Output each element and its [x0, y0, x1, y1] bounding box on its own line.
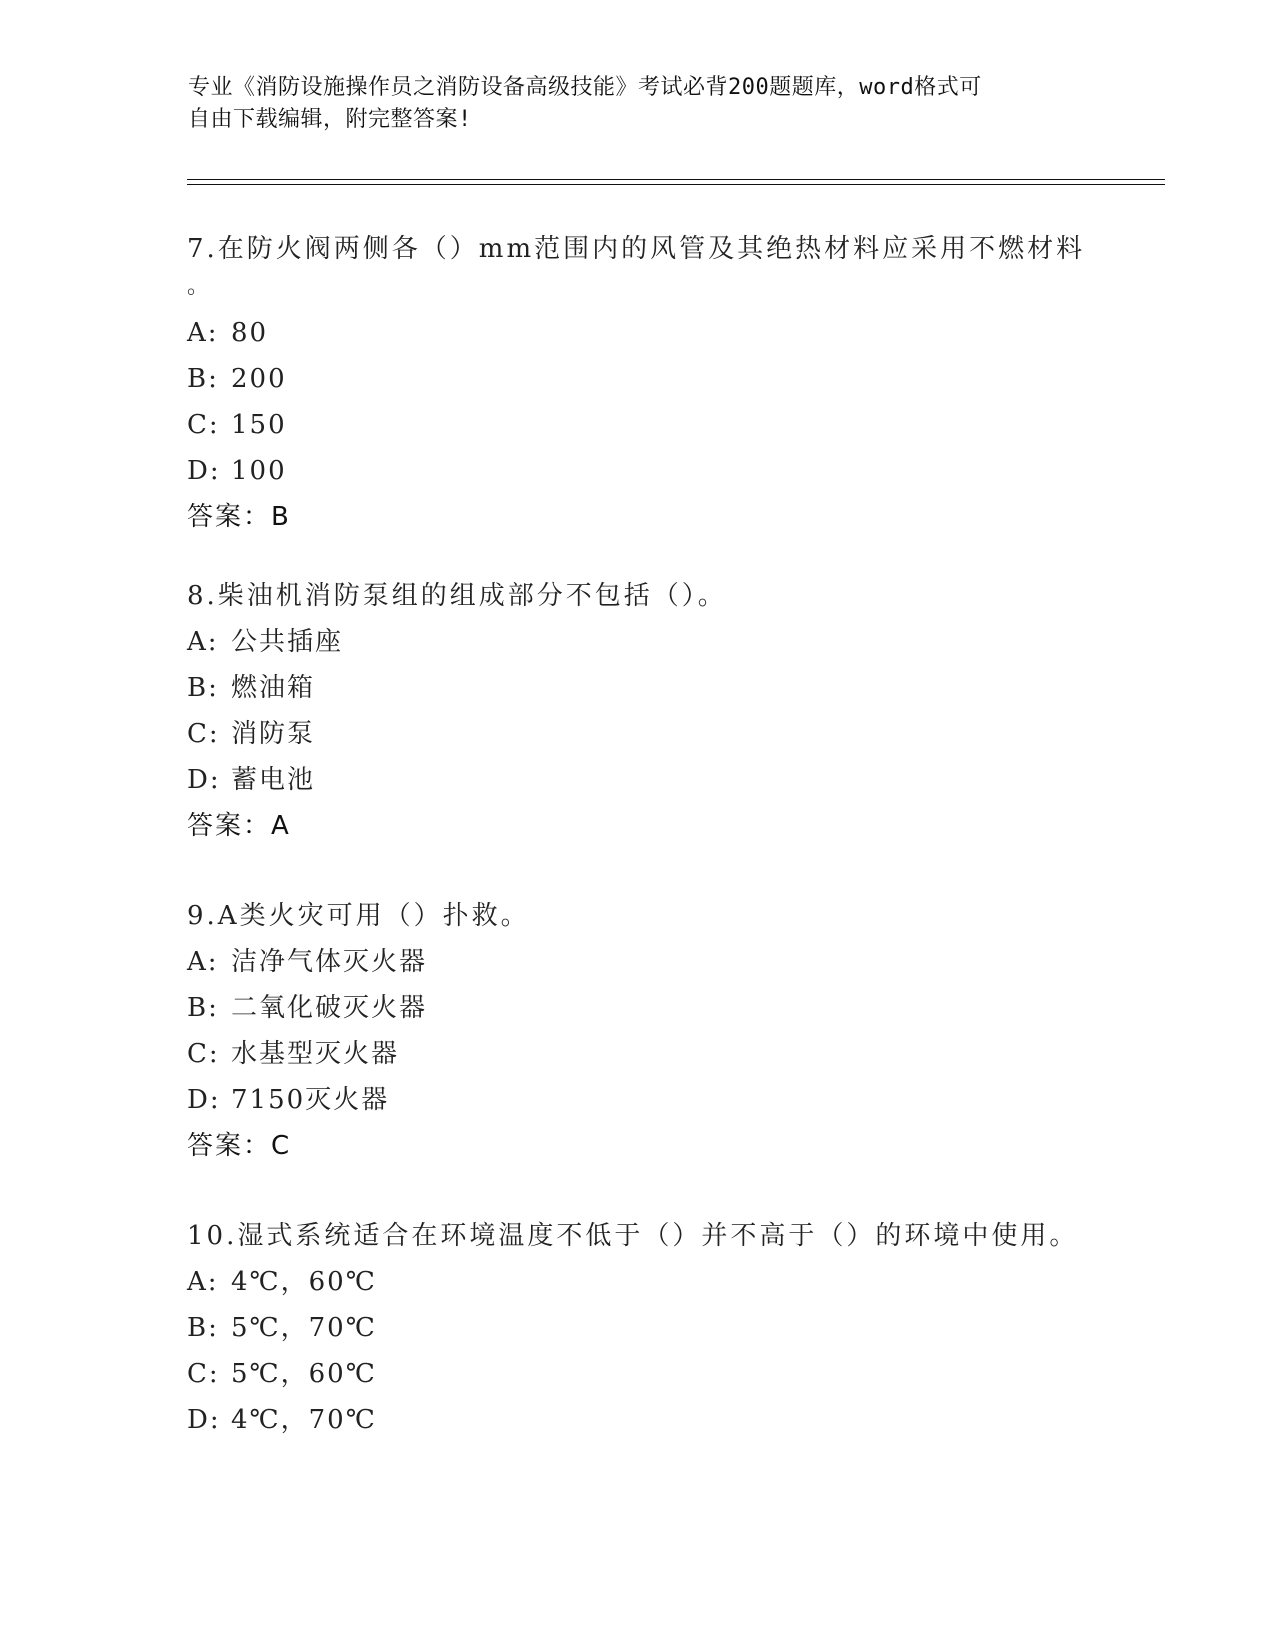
header-divider-top [187, 179, 1165, 180]
question-stem: 8.柴油机消防泵组的组成部分不包括（）。 [187, 581, 727, 611]
option-c [187, 1031, 1087, 1077]
question-7 [187, 226, 1087, 540]
option-b [187, 665, 1087, 711]
option-text: 公共插座 [231, 627, 344, 657]
option-a [187, 1259, 1087, 1305]
document-header [188, 72, 1068, 136]
option-text: 洁净气体灭火器 [231, 947, 428, 977]
option-letter: A: [187, 1267, 219, 1297]
option-letter: B: [187, 364, 219, 394]
option-text: 5℃，60℃ [231, 1359, 377, 1389]
option-text: 7150灭火器 [231, 1085, 390, 1115]
option-a [187, 310, 1087, 356]
question-10 [187, 1213, 1087, 1443]
answer: 答案：B [187, 502, 291, 532]
option-letter: D: [187, 1405, 221, 1435]
option-text: 80 [231, 318, 269, 348]
option-letter: C: [187, 1039, 220, 1069]
option-letter: C: [187, 719, 220, 749]
option-letter: D: [187, 765, 221, 795]
option-text: 蓄电池 [231, 765, 316, 795]
option-letter: A: [187, 947, 219, 977]
option-a [187, 619, 1087, 665]
question-9 [187, 893, 1087, 1169]
option-b [187, 356, 1087, 402]
option-letter: D: [187, 1085, 221, 1115]
option-d [187, 1077, 1087, 1123]
header-divider-bottom [187, 184, 1165, 185]
question-stem-tail: 。 [187, 274, 210, 299]
option-text: 消防泵 [231, 719, 316, 749]
question-stem: 9.A类火灾可用（）扑救。 [187, 901, 530, 931]
option-text: 100 [231, 456, 287, 486]
header-line-2: 自由下载编辑，附完整答案! [188, 107, 472, 132]
question-8 [187, 573, 1087, 849]
option-d [187, 448, 1087, 494]
option-c [187, 402, 1087, 448]
option-letter: B: [187, 673, 219, 703]
option-d [187, 1397, 1087, 1443]
option-letter: A: [187, 627, 219, 657]
answer: 答案：A [187, 811, 291, 841]
option-b [187, 1305, 1087, 1351]
option-text: 200 [231, 364, 287, 394]
option-letter: D: [187, 456, 221, 486]
option-text: 150 [231, 410, 287, 440]
option-letter: B: [187, 1313, 219, 1343]
option-b [187, 985, 1087, 1031]
option-text: 5℃，70℃ [231, 1313, 377, 1343]
option-a [187, 939, 1087, 985]
option-text: 4℃，70℃ [231, 1405, 377, 1435]
question-stem: 10.湿式系统适合在环境温度不低于（）并不高于（）的环境中使用。 [187, 1221, 1079, 1251]
option-c [187, 1351, 1087, 1397]
question-stem: 7.在防火阀两侧各（）mm范围内的风管及其绝热材料应采用不燃材料 [187, 234, 1086, 264]
option-text: 二氧化破灭火器 [231, 993, 428, 1023]
header-line-1: 专业《消防设施操作员之消防设备高级技能》考试必背200题题库，word格式可 [188, 75, 982, 100]
option-letter: A: [187, 318, 219, 348]
option-d [187, 757, 1087, 803]
option-c [187, 711, 1087, 757]
option-letter: B: [187, 993, 219, 1023]
answer: 答案：C [187, 1131, 292, 1161]
option-text: 水基型灭火器 [231, 1039, 400, 1069]
option-text: 燃油箱 [231, 673, 316, 703]
option-letter: C: [187, 410, 220, 440]
option-letter: C: [187, 1359, 220, 1389]
option-text: 4℃，60℃ [231, 1267, 377, 1297]
